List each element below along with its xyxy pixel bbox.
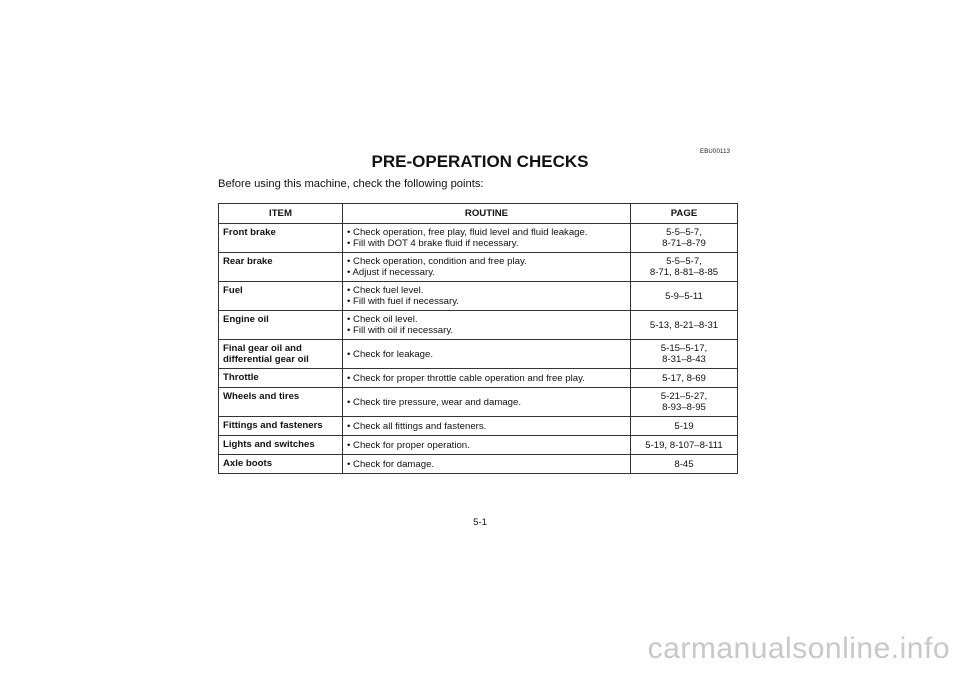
page-cell	[631, 369, 738, 388]
item-cell	[219, 369, 343, 388]
page-cell	[631, 388, 738, 417]
routine-cell-line: • Check oil level.	[347, 314, 418, 325]
page-cell	[631, 417, 738, 436]
item-cell-line: Front brake	[223, 227, 276, 238]
page-cell	[631, 455, 738, 474]
item-cell-line: Engine oil	[223, 314, 269, 325]
routine-cell-line: • Fill with DOT 4 brake fluid if necessary.	[347, 238, 519, 249]
page-cell-line: 8-45	[674, 458, 694, 470]
routine-cell-line: • Fill with fuel if necessary.	[347, 296, 459, 307]
page-cell-line: 5-5–5-7,	[666, 227, 702, 238]
page-title: PRE-OPERATION CHECKS	[371, 152, 589, 171]
item-cell-line: Lights and switches	[223, 439, 315, 450]
table-row	[219, 388, 738, 417]
routine-cell	[343, 224, 631, 253]
routine-cell-line: • Check operation, free play, fluid level and fluid leakage.	[347, 227, 588, 238]
page-cell	[631, 311, 738, 340]
item-cell-line: differential gear oil	[223, 354, 309, 365]
item-cell	[219, 455, 343, 474]
header-routine: ROUTINE	[343, 204, 631, 224]
page-cell-line: 5-19, 8-107–8-111	[645, 439, 723, 451]
routine-cell-line: • Check for proper throttle cable operation and free play.	[347, 372, 585, 384]
item-cell	[219, 340, 343, 369]
table-row	[219, 253, 738, 282]
routine-cell-line: • Check for leakage.	[347, 348, 434, 360]
intro-text: Before using this machine, check the following points:	[218, 178, 484, 190]
page-cell-line: 8-93–8-95	[662, 402, 706, 413]
routine-cell-line: • Fill with oil if necessary.	[347, 325, 454, 336]
routine-cell	[343, 455, 631, 474]
page-cell-line: 5-15–5-17,	[660, 343, 708, 354]
item-cell	[219, 224, 343, 253]
document-code: EBU00113	[700, 149, 731, 155]
routine-cell	[343, 253, 631, 282]
routine-cell	[343, 436, 631, 455]
table-row	[219, 369, 738, 388]
page-cell	[631, 224, 738, 253]
item-cell-line: Axle boots	[223, 458, 273, 469]
table-header-row	[219, 204, 738, 224]
routine-cell	[343, 417, 631, 436]
table-row	[219, 436, 738, 455]
page-cell-line: 5-13, 8-21–8-31	[649, 319, 719, 331]
item-cell-line: Throttle	[223, 372, 259, 383]
table-row	[219, 282, 738, 311]
page-cell-line: 5-9–5-11	[665, 290, 703, 302]
item-cell	[219, 417, 343, 436]
page-cell	[631, 436, 738, 455]
page-cell-line: 5-5–5-7,	[666, 256, 702, 267]
routine-cell-line: • Check fuel level.	[347, 285, 424, 296]
item-cell-line: Fittings and fasteners	[223, 420, 323, 431]
routine-cell	[343, 311, 631, 340]
checks-table	[218, 203, 738, 474]
page-cell-line: 8-71, 8-81–8-85	[649, 267, 719, 278]
item-cell-line: Wheels and tires	[223, 391, 300, 402]
watermark: carmanualsonline.info	[647, 632, 950, 665]
item-cell	[219, 282, 343, 311]
routine-cell-line: • Check for damage.	[347, 458, 435, 470]
page-cell-line: 8-31–8-43	[662, 354, 706, 365]
page-cell	[631, 282, 738, 311]
routine-cell	[343, 340, 631, 369]
item-cell-line: Final gear oil and	[223, 343, 302, 354]
routine-cell	[343, 282, 631, 311]
item-cell	[219, 388, 343, 417]
item-cell-line: Fuel	[223, 285, 243, 296]
table-row	[219, 311, 738, 340]
page-cell	[631, 253, 738, 282]
header-page: PAGE	[631, 204, 738, 224]
page-number: 5-1	[473, 517, 487, 528]
item-cell	[219, 253, 343, 282]
header-item: ITEM	[219, 204, 343, 224]
routine-cell-line: • Check for proper operation.	[347, 439, 470, 451]
item-cell	[219, 311, 343, 340]
item-cell-line: Rear brake	[223, 256, 273, 267]
routine-cell-line: • Check operation, condition and free play.	[347, 256, 527, 267]
routine-cell-line: • Check all fittings and fasteners.	[347, 420, 487, 432]
page-cell-line: 5-19	[674, 420, 694, 432]
routine-cell-line: • Adjust if necessary.	[347, 267, 435, 278]
item-cell	[219, 436, 343, 455]
routine-cell-line: • Check tire pressure, wear and damage.	[347, 396, 521, 408]
page-cell-line: 5-21–5-27,	[660, 391, 708, 402]
page-cell	[631, 340, 738, 369]
table-row	[219, 224, 738, 253]
routine-cell	[343, 388, 631, 417]
page-cell-line: 5-17, 8-69	[662, 372, 706, 384]
table-row	[219, 417, 738, 436]
routine-cell	[343, 369, 631, 388]
table-row	[219, 455, 738, 474]
page-cell-line: 8-71–8-79	[662, 238, 706, 249]
table-row	[219, 340, 738, 369]
